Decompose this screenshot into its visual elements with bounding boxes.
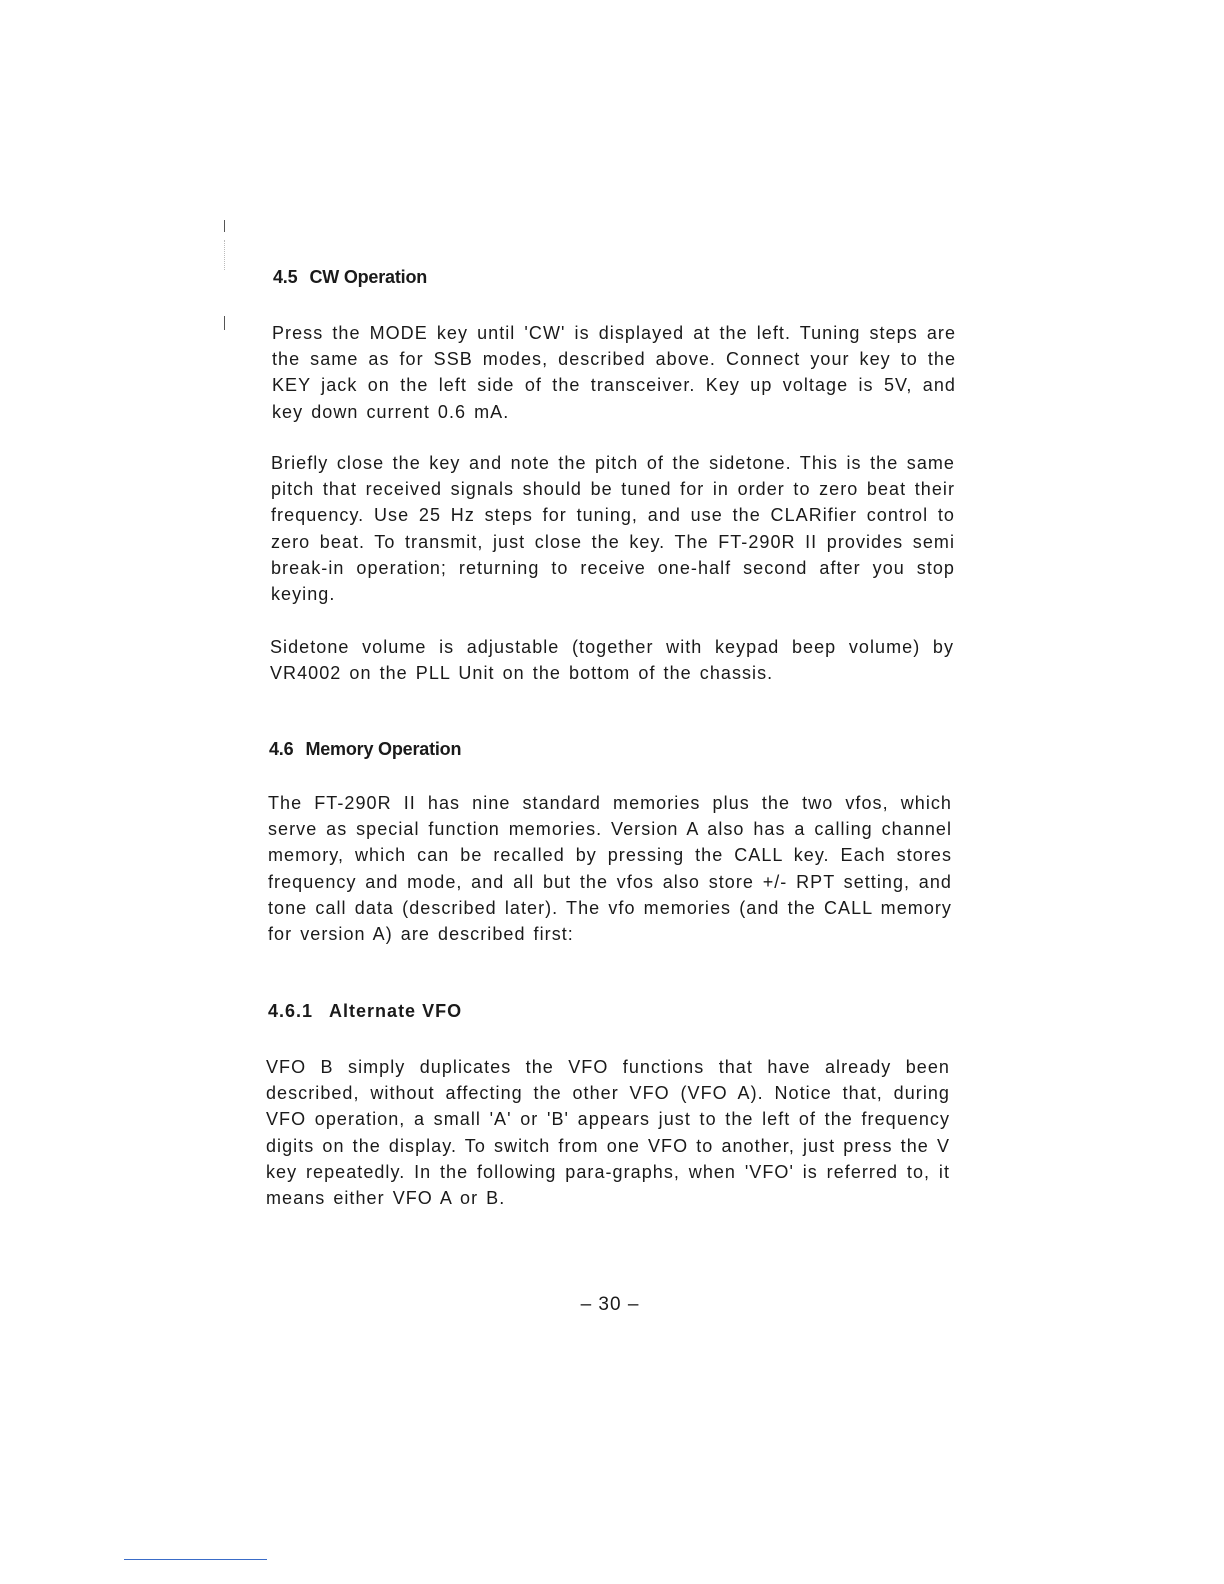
section-4-5-paragraph-2 <box>271 450 955 607</box>
margin-mark-faint <box>224 240 226 270</box>
page-number: – 30 – <box>580 1294 640 1315</box>
section-4-6-1-paragraph-1 <box>266 1054 950 1211</box>
section-4-5-heading-block <box>273 267 957 288</box>
section-number: 4.6 <box>269 739 294 759</box>
section-number: 4.5 <box>273 267 298 287</box>
section-4-5-paragraph-1 <box>272 320 956 425</box>
paragraph: VFO B simply duplicates the VFO functions that have already been described, without affecting the other VFO (VFO A). Notice that, during VFO operation, a small 'A' or 'B' appears just to the left of the frequency digits on the display. To switch from one VFO to another, just press the V key repeatedly. In the following para-graphs, when 'VFO' is referred to, it means either VFO A or B. <box>266 1057 950 1209</box>
margin-mark <box>224 316 225 330</box>
section-title: Alternate VFO <box>329 1001 463 1021</box>
section-4-6-1-heading-block <box>268 1001 952 1022</box>
section-4-5-paragraph-3 <box>270 634 954 686</box>
section-title: CW Operation <box>309 267 428 287</box>
section-number: 4.6.1 <box>268 1001 314 1021</box>
section-4-6-paragraph-1 <box>268 790 952 947</box>
paragraph: Briefly close the key and note the pitch of the sidetone. This is the same pitch that received signals should be tuned for in order to zero beat their frequency. Use 25 Hz steps for tuning, and use the CLARifier control to zero beat. To transmit, just close the key. The FT-290R II provides semi break-in operation; returning to receive one-half second after you stop keying. <box>271 453 955 605</box>
section-heading <box>269 739 953 760</box>
subsection-heading <box>268 1001 952 1022</box>
footnote-rule <box>124 1559 267 1560</box>
section-heading <box>273 267 957 288</box>
paragraph: The FT-290R II has nine standard memories plus the two vfos, which serve as special function memories. Version A also has a calling channel memory, which can be recalled by pressing the CALL key. Each stores frequency and mode, and all but the vfos also store +/- RPT setting, and tone call data (described later). The vfo memories (and the CALL memory for version A) are described first: <box>268 793 952 945</box>
section-title: Memory Operation <box>305 739 462 759</box>
paragraph: Sidetone volume is adjustable (together with keypad beep volume) by VR4002 on the PLL Unit on the bottom of the chassis. <box>270 637 954 684</box>
section-4-6-heading-block <box>269 739 953 760</box>
paragraph: Press the MODE key until 'CW' is displayed at the left. Tuning steps are the same as for SSB modes, described above. Connect your key to the KEY jack on the left side of the transceiver. Key up voltage is 5V, and key down current 0.6 mA. <box>272 323 956 422</box>
margin-mark <box>224 220 225 232</box>
